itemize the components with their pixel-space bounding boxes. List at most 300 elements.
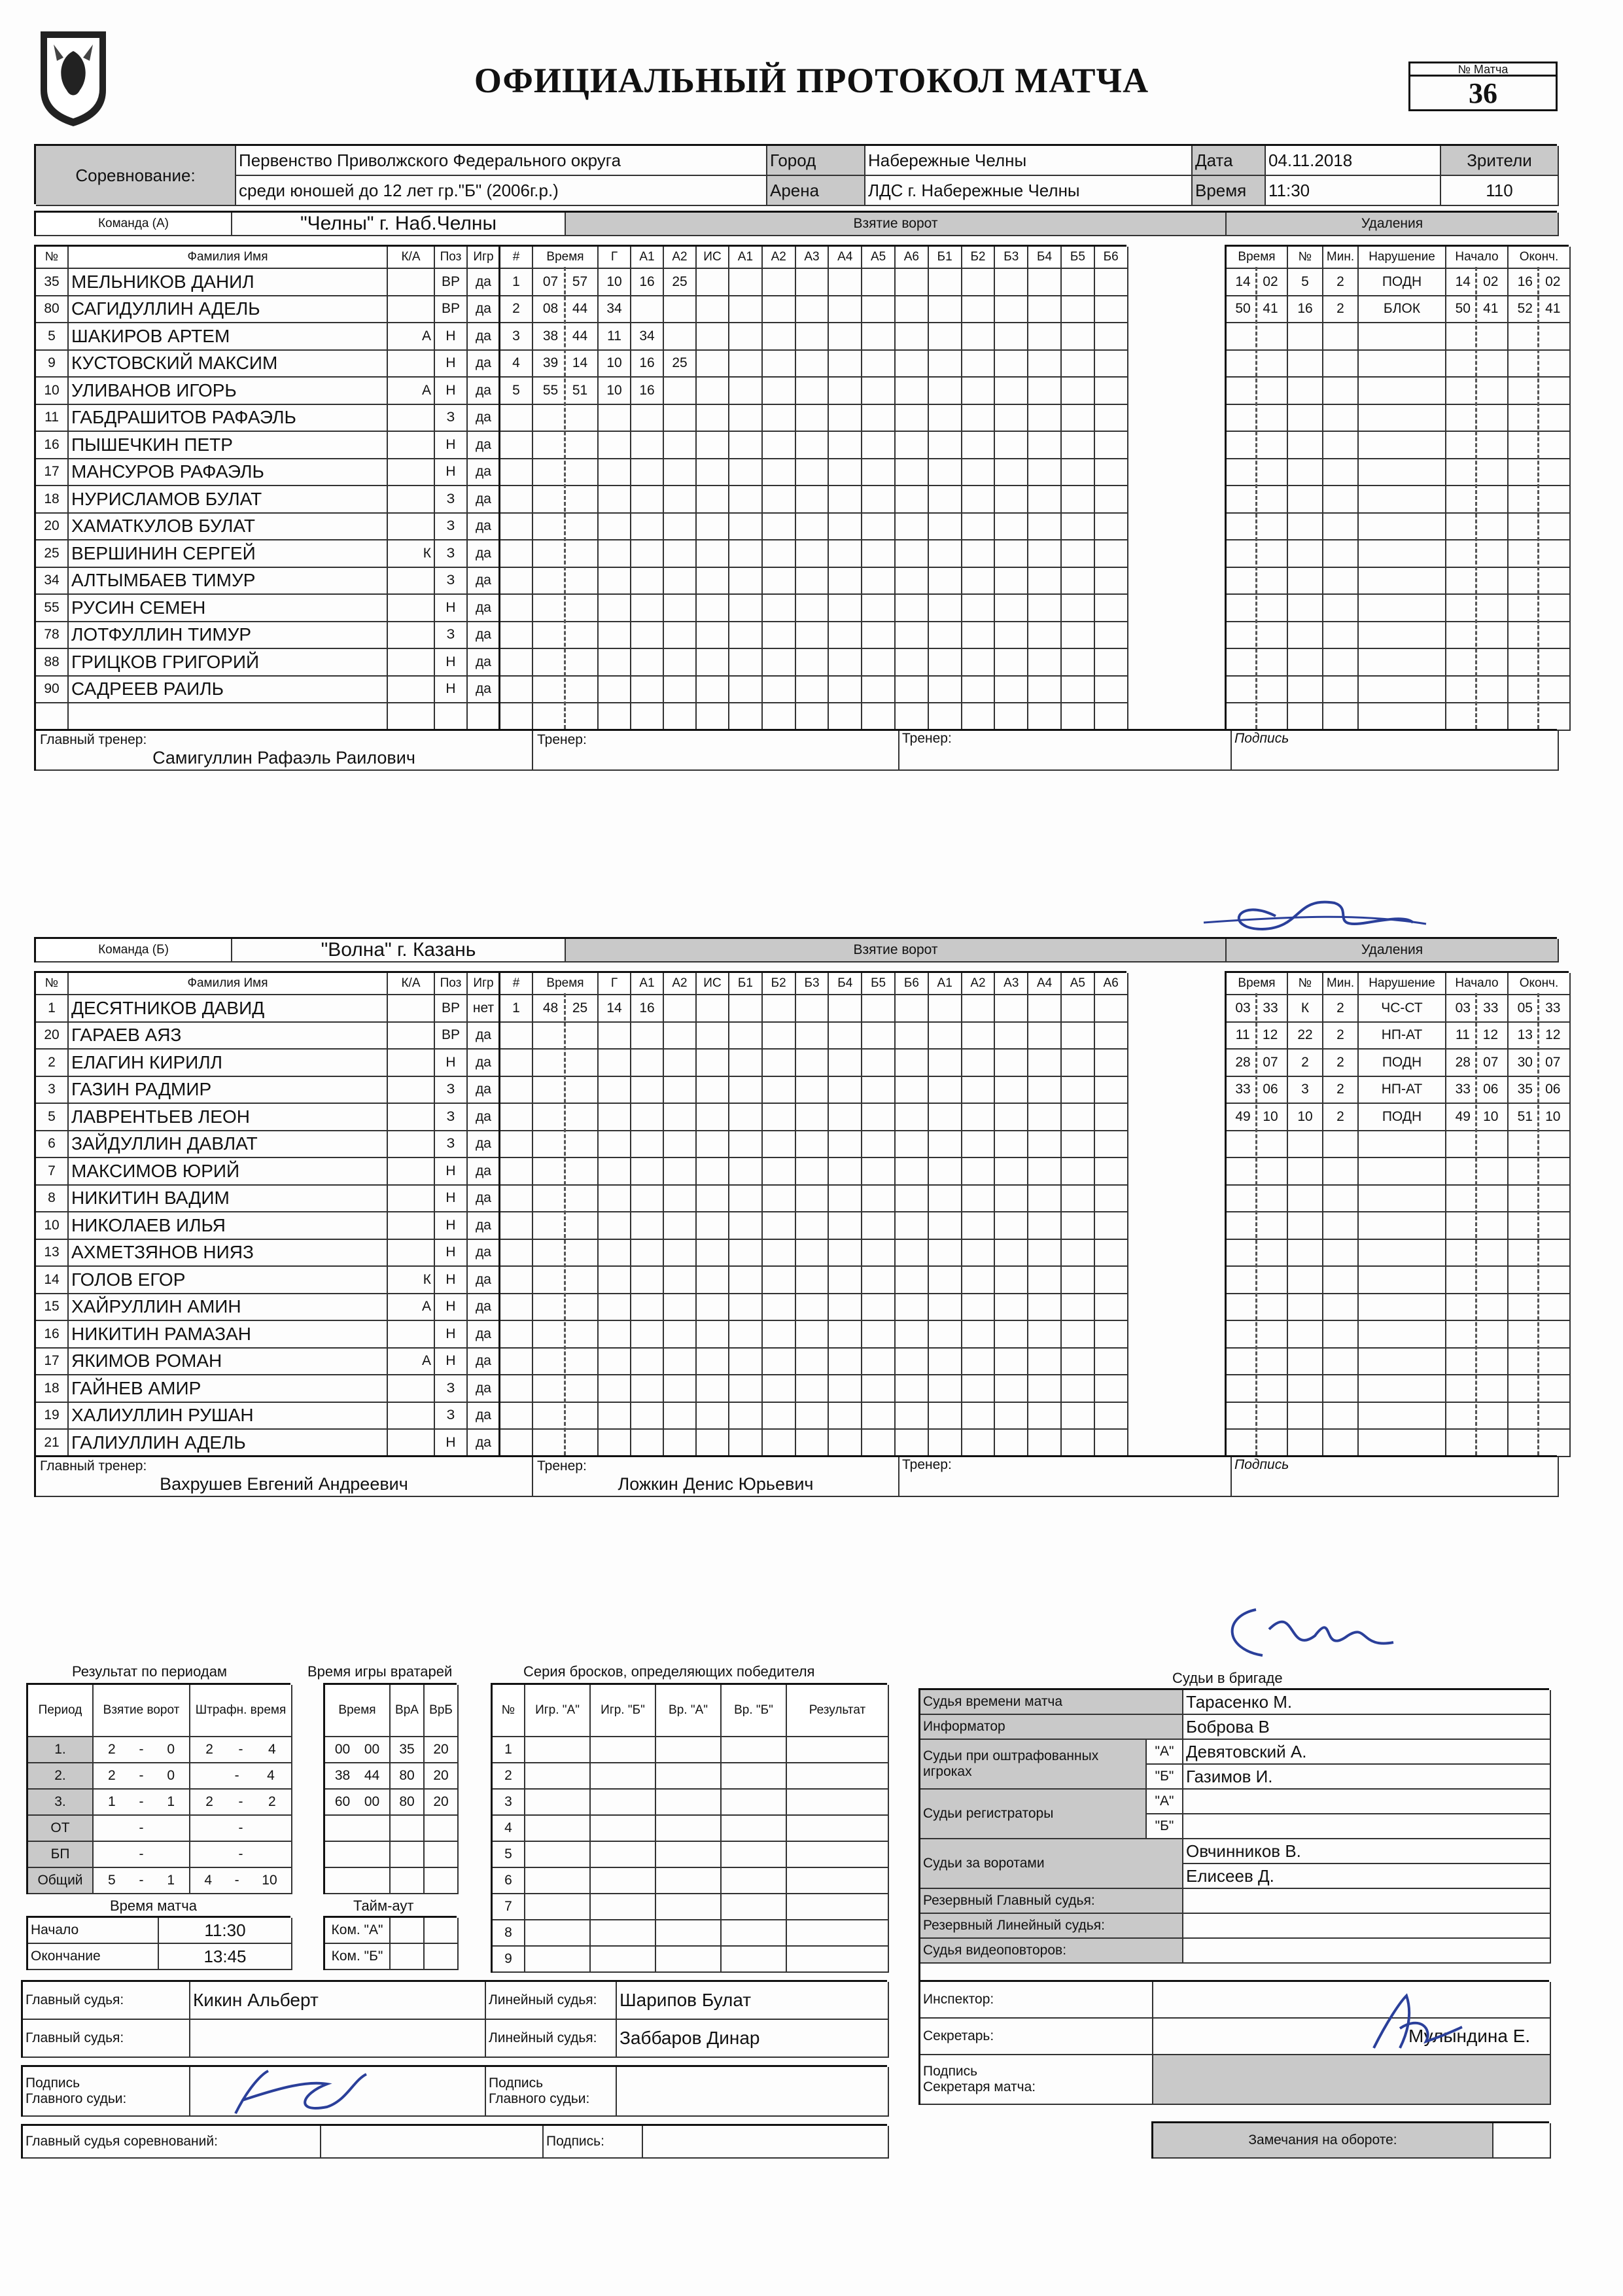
empty-cell — [697, 296, 729, 324]
empty-cell — [388, 703, 435, 731]
empty-cell — [763, 568, 796, 595]
empty-cell — [995, 1294, 1028, 1322]
empty-cell — [1446, 1158, 1509, 1186]
team_b-pen-infraction: НП-АТ — [1359, 1077, 1446, 1104]
team_b-player-play: да — [468, 1240, 500, 1267]
empty-cell — [829, 677, 862, 704]
team_b-player-no: 7 — [36, 1158, 69, 1186]
empty-cell — [631, 1050, 664, 1077]
empty-cell — [533, 649, 599, 677]
period-goals — [94, 1816, 190, 1842]
periods-col: Период — [28, 1685, 94, 1737]
empty-cell — [1288, 1212, 1323, 1240]
team_b-col-a2: А2 — [664, 973, 697, 995]
empty-cell — [591, 1842, 656, 1868]
team-a-coach-signature — [1197, 877, 1433, 936]
team_a-pen-end — [1509, 296, 1571, 324]
empty-cell — [631, 486, 664, 514]
team_a-player-name: ВЕРШИНИН СЕРГЕЙ — [69, 540, 388, 568]
empty-cell — [1323, 622, 1359, 650]
period-pen-psep: - — [238, 1794, 243, 1809]
empty-cell — [697, 1186, 729, 1213]
goalie-time-ss: 44 — [364, 1768, 380, 1783]
team_a-col-no: № — [36, 247, 69, 269]
empty-cell — [1288, 1321, 1323, 1349]
empty-cell — [962, 1023, 996, 1050]
empty-cell — [1509, 486, 1571, 514]
team_b-player-ka — [388, 995, 435, 1023]
team_b-player-name: МАКСИМОВ ЮРИЙ — [69, 1158, 388, 1186]
team_b-pen-time-part: 12 — [1262, 1027, 1278, 1043]
goal-min: 07 — [542, 274, 559, 289]
team_a-player-pos: Н — [435, 378, 468, 405]
empty-cell — [631, 1349, 664, 1376]
team_b-pen-time-part: 33 — [1263, 1000, 1278, 1016]
empty-cell — [533, 622, 599, 650]
team_a-pen-col-min: Мин. — [1323, 247, 1359, 269]
empty-cell — [1359, 1294, 1446, 1322]
match-time-title: Время матча — [110, 1898, 197, 1914]
team_b-pen-time-part: 06 — [1263, 1082, 1278, 1097]
period-penalties — [190, 1763, 292, 1790]
empty-cell — [591, 1737, 656, 1763]
goalie-a: 80 — [391, 1763, 425, 1790]
team_a-player-pos: З — [435, 405, 468, 433]
empty-cell — [896, 296, 929, 324]
empty-cell — [962, 378, 996, 405]
team_b-col-a1: А1 — [631, 973, 664, 995]
empty-cell — [1028, 1403, 1062, 1430]
time-separator — [1537, 267, 1539, 729]
empty-cell — [962, 703, 996, 731]
empty-cell — [796, 995, 829, 1023]
team_a-player-play: да — [468, 677, 500, 704]
team_a-goal-a2: 25 — [664, 351, 697, 378]
sec-sign-label — [920, 2055, 1153, 2105]
empty-cell — [1446, 540, 1509, 568]
team_a-goal-a1 — [631, 296, 664, 324]
team_a-pen-start-part: 50 — [1455, 301, 1471, 317]
team_b-pen-end-part: 33 — [1545, 1000, 1561, 1016]
empty-cell — [500, 1212, 533, 1240]
empty-cell — [525, 1816, 591, 1842]
empty-cell — [1095, 1186, 1128, 1213]
team_a-player-name: ШАКИРОВ АРТЕМ — [69, 323, 388, 351]
empty-cell — [995, 1050, 1028, 1077]
empty-cell — [631, 595, 664, 622]
empty-cell — [697, 995, 729, 1023]
empty-cell — [599, 405, 631, 433]
empty-cell — [729, 1403, 763, 1430]
empty-cell — [896, 995, 929, 1023]
empty-cell — [1028, 622, 1062, 650]
empty-cell — [929, 486, 962, 514]
empty-cell — [1323, 1321, 1359, 1349]
empty-cell — [1288, 432, 1323, 459]
empty-cell — [1288, 649, 1323, 677]
empty-cell — [929, 995, 962, 1023]
empty-cell — [1028, 1158, 1062, 1186]
team_b-player-ka — [388, 1077, 435, 1104]
empty-cell — [599, 1023, 631, 1050]
team_a-label: Команда (А) — [36, 213, 232, 236]
team_b-player-ka — [388, 1212, 435, 1240]
empty-cell — [664, 1186, 697, 1213]
team_a-goal-time — [533, 351, 599, 378]
empty-cell — [763, 323, 796, 351]
empty-cell — [862, 323, 896, 351]
period-goals-b: 1 — [167, 1873, 175, 1888]
empty-cell — [1227, 703, 1288, 731]
empty-cell — [631, 568, 664, 595]
empty-cell — [862, 351, 896, 378]
empty-cell — [1509, 568, 1571, 595]
empty-cell — [929, 622, 962, 650]
empty-cell — [599, 540, 631, 568]
arena-label: Арена — [767, 176, 865, 206]
team_b-player-play: да — [468, 1321, 500, 1349]
team_b-pen-min: 2 — [1323, 1104, 1359, 1131]
empty-cell — [1323, 323, 1359, 351]
empty-cell — [631, 540, 664, 568]
time-label: Время — [1193, 176, 1266, 206]
period-label: 1. — [28, 1737, 94, 1763]
empty-cell — [829, 351, 862, 378]
spectators-label: Зрители — [1441, 146, 1559, 176]
team_b-pen-time-part: 10 — [1263, 1108, 1278, 1124]
empty-cell — [697, 540, 729, 568]
empty-cell — [1028, 269, 1062, 296]
team_b-onice-col: А6 — [1095, 973, 1128, 995]
empty-cell — [722, 1947, 787, 1973]
empty-cell — [697, 1050, 729, 1077]
team_b-pen-end-part: 07 — [1545, 1054, 1561, 1070]
empty-cell — [664, 432, 697, 459]
team_b-player-no: 17 — [36, 1349, 69, 1376]
team_a-col-play: Игр — [468, 247, 500, 269]
empty-cell — [697, 323, 729, 351]
team_a-player-pos: Н — [435, 323, 468, 351]
empty-cell — [962, 1349, 996, 1376]
empty-cell — [862, 405, 896, 433]
shootout-title: Серия бросков, определяющих победителя — [523, 1663, 815, 1680]
period-goals-sep: - — [139, 1794, 144, 1809]
team_b-player-name: НИКИТИН ВАДИМ — [69, 1186, 388, 1213]
empty-cell — [599, 1321, 631, 1349]
team_a-pen-time — [1227, 269, 1288, 296]
team_b-pen-min: 2 — [1323, 1050, 1359, 1077]
empty-cell — [796, 351, 829, 378]
empty-cell — [500, 649, 533, 677]
empty-cell — [500, 568, 533, 595]
team_a-onice-col: А2 — [763, 247, 796, 269]
team_a-player-ka — [388, 595, 435, 622]
period-penalties — [190, 1842, 292, 1868]
empty-cell — [796, 1240, 829, 1267]
team_a-goal-no: 5 — [500, 378, 533, 405]
empty-cell — [829, 1349, 862, 1376]
team_a-pen-start — [1446, 269, 1509, 296]
empty-cell — [656, 1816, 722, 1842]
empty-cell — [862, 1430, 896, 1457]
empty-cell — [729, 1050, 763, 1077]
sec-sign-label-1: Подпись — [923, 2064, 978, 2079]
empty-cell — [1446, 459, 1509, 487]
empty-cell — [1028, 1186, 1062, 1213]
team_b-pen-player: 3 — [1288, 1077, 1323, 1104]
empty-cell — [500, 1050, 533, 1077]
empty-cell — [796, 1349, 829, 1376]
team_a-goal-a2 — [664, 378, 697, 405]
empty-cell — [500, 1131, 533, 1159]
empty-cell — [962, 677, 996, 704]
empty-cell — [391, 1816, 425, 1842]
team_a-penalties-table — [1225, 245, 1569, 731]
team_b-player-name: ХАЙРУЛЛИН АМИН — [69, 1294, 388, 1322]
empty-cell — [896, 703, 929, 731]
line2-label: Линейный судья: — [486, 2020, 617, 2058]
referee-signature — [216, 2061, 373, 2120]
informer: Боброва В — [1183, 1715, 1551, 1740]
team_a-player-no: 78 — [36, 622, 69, 650]
empty-cell — [1446, 1375, 1509, 1403]
team_a-pen-infraction: БЛОК — [1359, 296, 1446, 324]
empty-cell — [664, 1158, 697, 1186]
empty-cell — [599, 1131, 631, 1159]
goalie-time-title: Время игры вратарей — [307, 1663, 453, 1680]
empty-cell — [763, 1186, 796, 1213]
team_a-player-play: да — [468, 378, 500, 405]
empty-cell — [1288, 1267, 1323, 1294]
empty-cell — [1323, 378, 1359, 405]
empty-cell — [829, 1321, 862, 1349]
empty-cell — [1095, 1212, 1128, 1240]
goalie-b: 20 — [425, 1763, 459, 1790]
empty-cell — [533, 432, 599, 459]
team_b-goals-title: Взятие ворот — [566, 939, 1227, 963]
team_b-pen-start-part: 28 — [1455, 1054, 1471, 1070]
empty-cell — [1062, 1267, 1095, 1294]
team_a-player-name: ГРИЦКОВ ГРИГОРИЙ — [69, 649, 388, 677]
empty-cell — [1509, 677, 1571, 704]
match-end-label: Окончание — [28, 1944, 159, 1970]
period-penalties — [190, 1790, 292, 1816]
team_a-player-play: да — [468, 296, 500, 324]
period-goals-a: 5 — [107, 1873, 116, 1888]
team_b-pen-end-part: 12 — [1545, 1027, 1561, 1043]
periods-title: Результат по периодам — [72, 1663, 228, 1680]
empty-cell — [862, 622, 896, 650]
goalie-a: 35 — [391, 1737, 425, 1763]
team_a-goal-a1: 16 — [631, 351, 664, 378]
empty-cell — [1359, 703, 1446, 731]
team_b-player-pos: Н — [435, 1158, 468, 1186]
empty-cell — [1509, 1267, 1571, 1294]
team_a-player-play: да — [468, 568, 500, 595]
team_b-goal-no: 1 — [500, 995, 533, 1023]
empty-cell — [763, 1240, 796, 1267]
team_b-coach-cell — [533, 1457, 899, 1497]
team_a-player-no: 35 — [36, 269, 69, 296]
period-pen-pb: 10 — [262, 1873, 277, 1888]
empty-cell — [631, 703, 664, 731]
periods-col: Взятие ворот — [94, 1685, 190, 1737]
empty-cell — [1062, 703, 1095, 731]
team_a-player-pos: Н — [435, 459, 468, 487]
empty-cell — [1359, 1186, 1446, 1213]
team_b-player-pos: З — [435, 1403, 468, 1430]
team_b-onice-col: Б4 — [829, 973, 862, 995]
team_a-player-pos: З — [435, 568, 468, 595]
time-separator — [1475, 267, 1477, 729]
goal-judge-1: Овчинников В. — [1183, 1839, 1551, 1864]
team_b-coach-band — [34, 1455, 1557, 1497]
empty-cell — [929, 595, 962, 622]
empty-cell — [995, 351, 1028, 378]
empty-cell — [1509, 1430, 1571, 1457]
team_a-pen-min: 2 — [1323, 296, 1359, 324]
empty-cell — [697, 677, 729, 704]
empty-cell — [1509, 405, 1571, 433]
empty-cell — [631, 1077, 664, 1104]
empty-cell — [1095, 378, 1128, 405]
team_b-player-name: ЯКИМОВ РОМАН — [69, 1349, 388, 1376]
team_a-col-is: ИС — [697, 247, 729, 269]
empty-cell — [896, 269, 929, 296]
empty-cell — [862, 432, 896, 459]
empty-cell — [1227, 1430, 1288, 1457]
match-number-label: № Матча — [1410, 63, 1556, 77]
team_a-player-pos: З — [435, 622, 468, 650]
team_b-pen-min: 2 — [1323, 1077, 1359, 1104]
team_a-player-ka: А — [388, 323, 435, 351]
team_a-onice-col: А1 — [729, 247, 763, 269]
empty-cell — [763, 1050, 796, 1077]
goalie-time — [325, 1790, 391, 1816]
empty-cell — [1288, 568, 1323, 595]
team_a-goals-title: Взятие ворот — [566, 213, 1227, 236]
team_a-player-pos: Н — [435, 677, 468, 704]
empty-cell — [656, 1894, 722, 1920]
empty-cell — [1028, 432, 1062, 459]
empty-cell — [862, 1349, 896, 1376]
empty-cell — [722, 1763, 787, 1790]
empty-cell — [1359, 1267, 1446, 1294]
empty-cell — [796, 1267, 829, 1294]
team_a-player-no: 88 — [36, 649, 69, 677]
empty-cell — [929, 1050, 962, 1077]
empty-cell — [995, 1212, 1028, 1240]
team_b-col-name: Фамилия Имя — [69, 973, 388, 995]
officials-table — [918, 1688, 1549, 1988]
empty-cell — [1288, 677, 1323, 704]
team_b-pen-time-part: 49 — [1235, 1108, 1251, 1124]
empty-cell — [763, 1321, 796, 1349]
empty-cell — [995, 378, 1028, 405]
sign-ref-label-1: Подпись — [26, 2075, 80, 2091]
empty-cell — [1227, 1240, 1288, 1267]
team_b-onice-col: А2 — [962, 973, 996, 995]
empty-cell — [862, 1321, 896, 1349]
empty-cell — [787, 1737, 889, 1763]
team_a-player-ka — [388, 622, 435, 650]
period-goals-b: 0 — [167, 1768, 175, 1783]
empty-cell — [929, 405, 962, 433]
team_a-player-ka: К — [388, 540, 435, 568]
team_b-pen-player: К — [1288, 995, 1323, 1023]
team_b-pen-time — [1227, 1104, 1288, 1131]
period-pen-pb: 4 — [267, 1768, 275, 1783]
empty-cell — [664, 486, 697, 514]
empty-cell — [1095, 1050, 1128, 1077]
team_b-pen-end — [1509, 995, 1571, 1023]
empty-cell — [1028, 995, 1062, 1023]
empty-cell — [729, 1023, 763, 1050]
empty-cell — [1062, 540, 1095, 568]
empty-cell — [1323, 1430, 1359, 1457]
team_a-pen-col-start: Начало — [1446, 247, 1509, 269]
empty-cell — [697, 405, 729, 433]
empty-cell — [1509, 649, 1571, 677]
empty-cell — [896, 1186, 929, 1213]
empty-cell — [829, 568, 862, 595]
team_b-col-is: ИС — [697, 973, 729, 995]
team_a-onice-col: Б5 — [1062, 247, 1095, 269]
empty-cell — [1095, 1403, 1128, 1430]
empty-cell — [656, 1842, 722, 1868]
empty-cell — [995, 1077, 1028, 1104]
empty-cell — [1359, 514, 1446, 541]
empty-cell — [829, 703, 862, 731]
team_b-onice-col: Б1 — [729, 973, 763, 995]
team_a-player-name: ГАБДРАШИТОВ РАФАЭЛЬ — [69, 405, 388, 433]
empty-cell — [631, 1240, 664, 1267]
team_b-player-name: ГАЗИН РАДМИР — [69, 1077, 388, 1104]
empty-cell — [1028, 1240, 1062, 1267]
team_b-pen-start — [1446, 995, 1509, 1023]
empty-cell — [599, 1240, 631, 1267]
empty-cell — [664, 1104, 697, 1131]
period-goals-sep: - — [139, 1873, 144, 1888]
goal-sec: 57 — [572, 274, 588, 289]
empty-cell — [796, 1212, 829, 1240]
empty-cell — [1509, 1131, 1571, 1159]
goal-judges-label: Судьи за воротами — [920, 1839, 1183, 1889]
line1-name: Шарипов Булат — [617, 1982, 889, 2020]
line1-label: Линейный судья: — [486, 1982, 617, 2020]
empty-cell — [1095, 595, 1128, 622]
empty-cell — [862, 486, 896, 514]
empty-cell — [962, 595, 996, 622]
empty-cell — [962, 486, 996, 514]
empty-cell — [829, 1212, 862, 1240]
empty-cell — [1227, 568, 1288, 595]
team_a-pen-end — [1509, 269, 1571, 296]
empty-cell — [631, 1158, 664, 1186]
empty-cell — [896, 1023, 929, 1050]
empty-cell — [1028, 1375, 1062, 1403]
empty-cell — [862, 1077, 896, 1104]
team_a-player-ka — [388, 351, 435, 378]
empty-cell — [829, 486, 862, 514]
reg-b-label: "Б" — [1147, 1814, 1183, 1839]
empty-cell — [468, 703, 500, 731]
empty-cell — [1227, 1267, 1288, 1294]
empty-cell — [862, 703, 896, 731]
empty-cell — [829, 514, 862, 541]
empty-cell — [929, 514, 962, 541]
empty-cell — [1446, 405, 1509, 433]
